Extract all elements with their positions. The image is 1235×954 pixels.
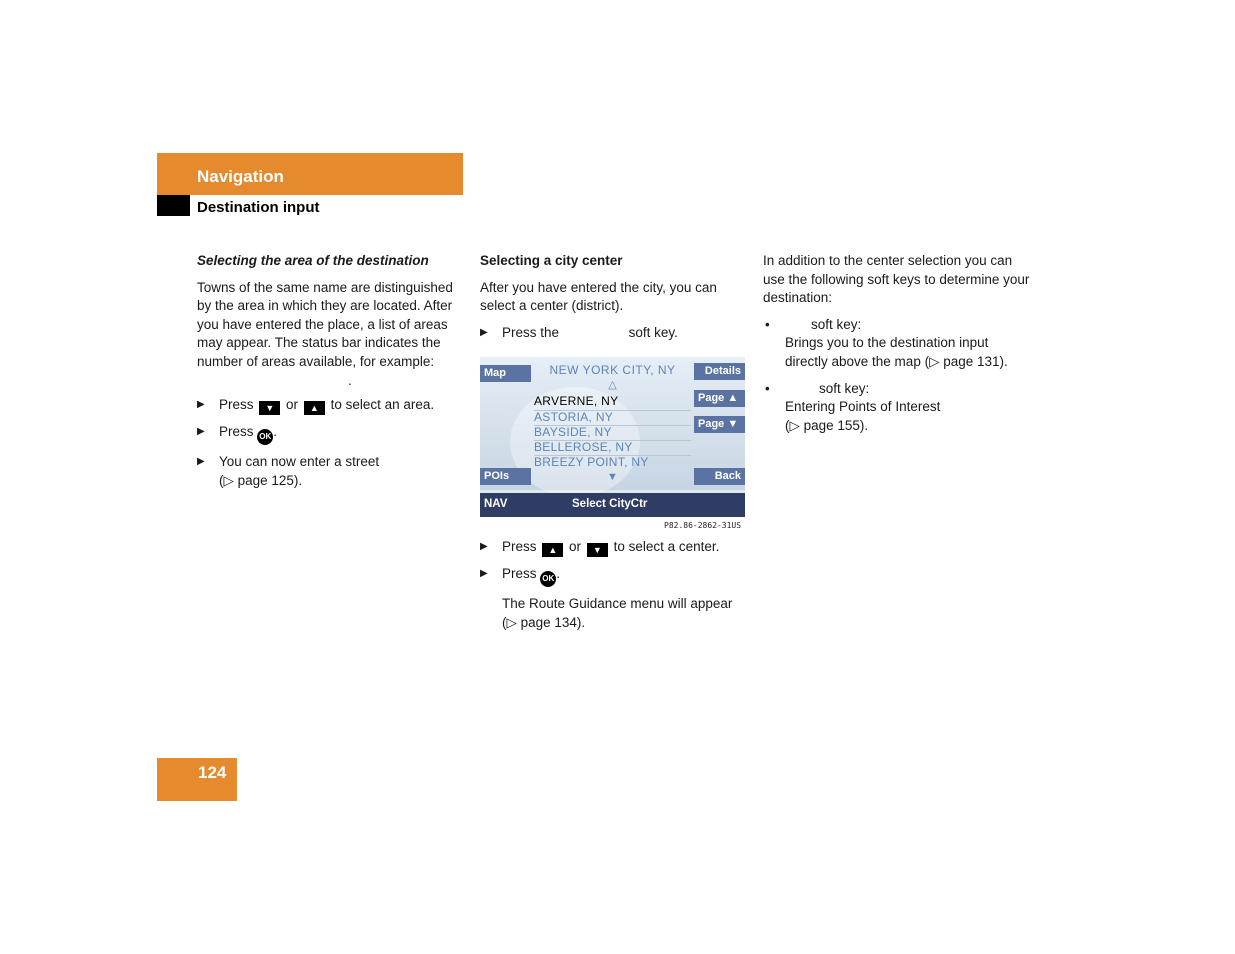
column-1: [197, 252, 462, 490]
softkey-pois[interactable]: POIs: [480, 468, 531, 485]
step-marker-icon: ▶: [480, 541, 488, 552]
list-item[interactable]: ARVERNE, NY: [534, 394, 619, 408]
example-trailing: .: [348, 372, 352, 388]
bullet-pois-softkey: • soft key: Entering Points of Interest (▷ page 155).: [765, 380, 941, 433]
down-key-icon: ▼: [587, 543, 608, 557]
bullet-map-softkey: • soft key: Brings you to the destination input directly above the map (▷ page 131).: [765, 316, 1008, 369]
step-press-ok-2: ▶ Press OK .: [480, 565, 750, 587]
step-select-area: ▶ Press ▼ or ▲ to select an area.: [197, 397, 435, 414]
down-key-icon: ▼: [259, 401, 280, 415]
paragraph-city-center: After you have entered the city, you can select a center (district).: [480, 279, 717, 314]
column-2: [480, 252, 750, 342]
step-marker-icon: ▶: [480, 326, 488, 338]
list-item[interactable]: ASTORIA, NY: [534, 410, 614, 424]
status-select-cityctr: Select CityCtr: [572, 498, 648, 510]
step-enter-street: ▶ You can now enter a street (▷ page 125).: [197, 454, 380, 488]
column-2-steps: [480, 538, 750, 632]
nav-screen: [480, 357, 745, 517]
step-press-ok: ▶ Press OK .: [197, 423, 462, 445]
softkey-back[interactable]: Back: [694, 468, 745, 485]
heading-city-center: Selecting a city center: [480, 253, 623, 268]
heading-area: Selecting the area of the destination: [197, 253, 429, 268]
step-marker-icon: ▶: [480, 568, 488, 579]
softkey-map[interactable]: Map: [480, 365, 531, 382]
bullet-icon: •: [765, 380, 770, 396]
list-item[interactable]: BAYSIDE, NY: [534, 425, 612, 439]
scroll-up-icon: △: [608, 379, 617, 391]
result-text: The Route Guidance menu will appear (▷ page 134).: [502, 596, 733, 630]
step-marker-icon: ▶: [197, 399, 205, 411]
ok-button-icon: OK: [257, 429, 273, 445]
bullet-icon: •: [765, 316, 770, 332]
softkey-details[interactable]: Details: [694, 363, 745, 380]
softkey-page-down[interactable]: Page ▼: [694, 416, 745, 433]
screen-city-title: NEW YORK CITY, NY: [549, 363, 676, 377]
page-number: 124: [198, 763, 227, 782]
status-bar: [480, 493, 745, 517]
up-key-icon: ▲: [542, 543, 563, 557]
section-title: Navigation: [197, 167, 284, 186]
status-nav: NAV: [484, 498, 508, 510]
step-select-center: ▶ Press ▲ or ▼ to select a center.: [480, 539, 720, 555]
subsection-marker: [157, 195, 190, 216]
paragraph-softkeys: In addition to the center selection you can use the following soft keys to determine your destination:: [763, 253, 1030, 306]
paragraph-area: Towns of the same name are distinguished by the area in which they are located. After you have entered the place, a list of areas may appear. The status bar indicates the number of areas available, for example:: [197, 279, 453, 369]
step-marker-icon: ▶: [197, 426, 205, 438]
list-item[interactable]: BELLEROSE, NY: [534, 440, 633, 454]
softkey-page-up[interactable]: Page ▲: [694, 390, 745, 407]
step-marker-icon: ▶: [197, 456, 205, 468]
up-key-icon: ▲: [304, 401, 325, 415]
scroll-down-icon: ▼: [607, 471, 618, 483]
column-3: [763, 252, 1033, 435]
step-press-softkey: ▶ Press the soft key.: [480, 324, 750, 343]
list-item[interactable]: BREEZY POINT, NY: [534, 455, 649, 469]
subsection-title: Destination input: [197, 199, 320, 216]
figure-caption: P82.86-2862-31US: [664, 521, 742, 530]
ok-button-icon: OK: [540, 571, 556, 587]
